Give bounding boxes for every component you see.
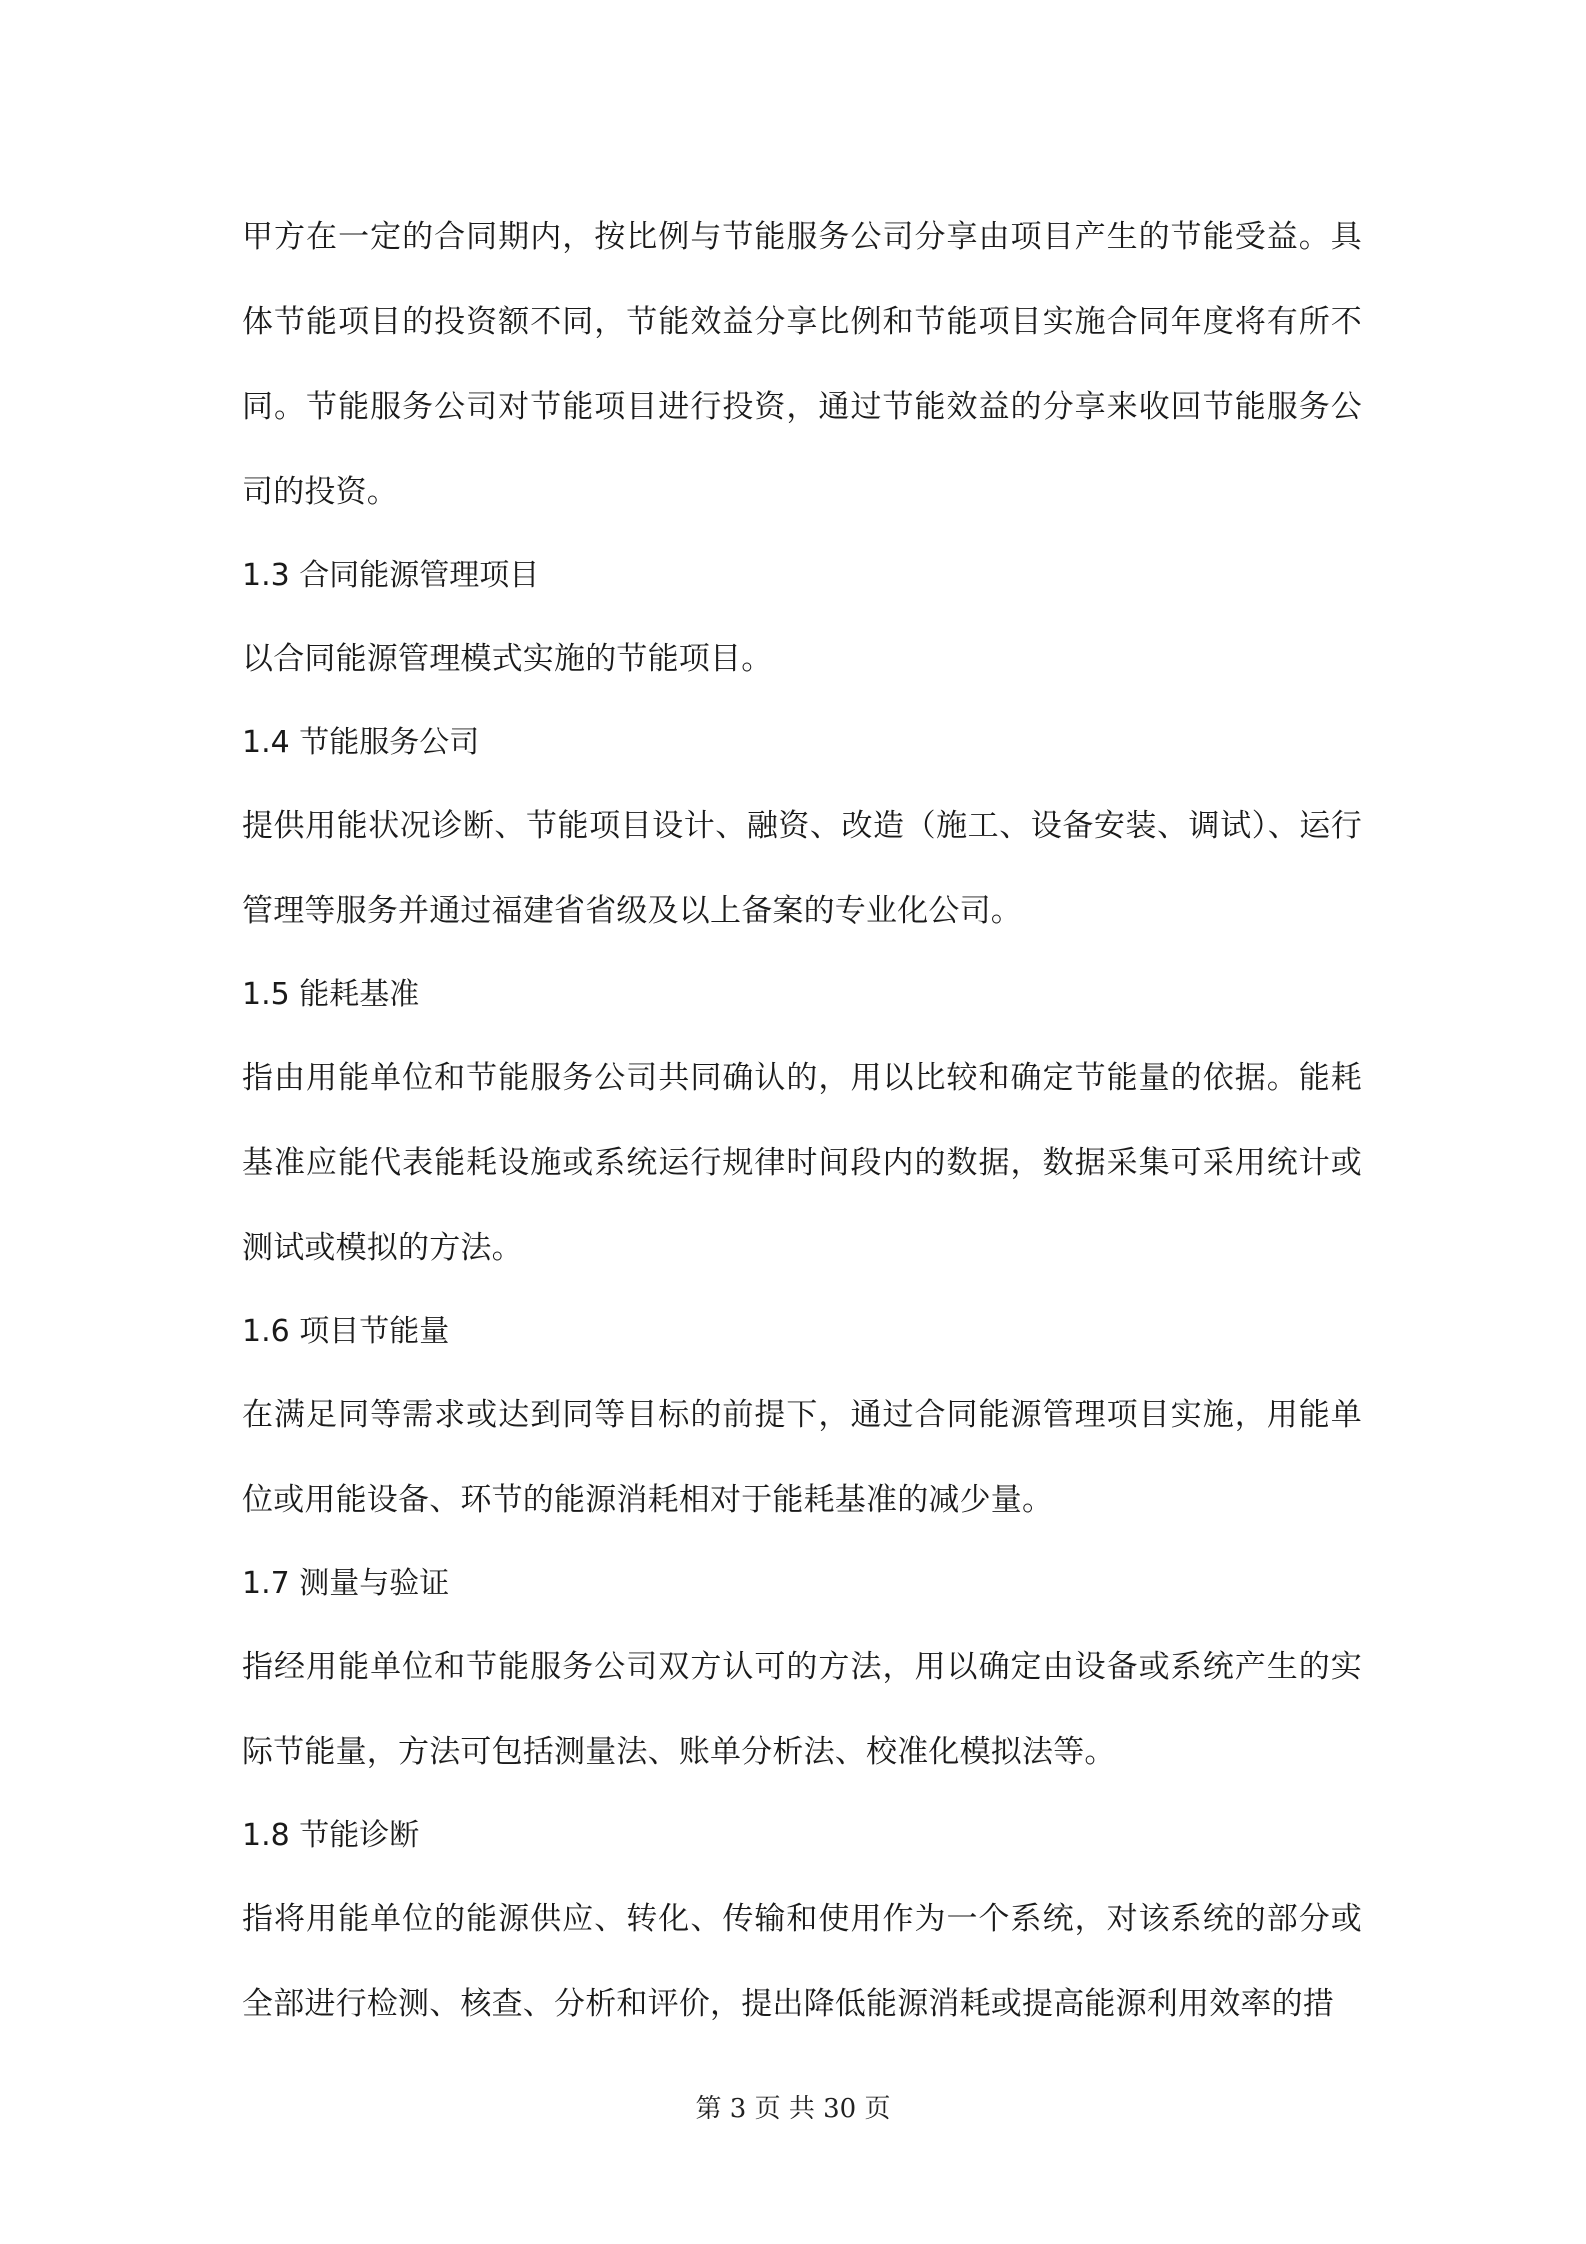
section-heading-1-6: 1.6 项目节能量 [242,1314,450,1349]
paragraph-1-5: 指由用能单位和节能服务公司共同确认的，用以比较和确定节能量的依据。能耗基准应能代表能耗设施或系统运行规律时间段内的数据，数据采集可采用统计或测试或模拟的方法。 [242,1060,1362,1266]
paragraph-1-4: 提供用能状况诊断、节能项目设计、融资、改造（施工、设备安装、调试）、运行管理等服务并通过福建省省级及以上备案的专业化公司。 [242,808,1362,929]
section-heading-1-3: 1.3 合同能源管理项目 [242,558,540,593]
section-heading-1-8: 1.8 节能诊断 [242,1818,420,1853]
paragraph-1-7: 指经用能单位和节能服务公司双方认可的方法，用以确定由设备或系统产生的实际节能量，方法可包括测量法、账单分析法、校准化模拟法等。 [242,1649,1362,1770]
section-heading-1-5: 1.5 能耗基准 [242,977,420,1012]
paragraph-1-8: 指将用能单位的能源供应、转化、传输和使用作为一个系统，对该系统的部分或全部进行检测、核查、分析和评价，提出降低能源消耗或提高能源利用效率的措 [242,1901,1362,2022]
paragraph-shared-savings: 甲方在一定的合同期内，按比例与节能服务公司分享由项目产生的节能受益。具体节能项目的投资额不同，节能效益分享比例和节能项目实施合同年度将有所不同。节能服务公司对节能项目进行投资，通过节能效益的分享来收回节能服务公司的投资。 [242,219,1362,510]
paragraph-1-3: 以合同能源管理模式实施的节能项目。 [242,641,773,677]
document-body [242,195,1362,2047]
page-number-footer: 第 3 页 共 30 页 [695,2094,891,2124]
section-heading-1-4: 1.4 节能服务公司 [242,725,480,760]
paragraph-1-6: 在满足同等需求或达到同等目标的前提下，通过合同能源管理项目实施，用能单位或用能设备、环节的能源消耗相对于能耗基准的减少量。 [242,1397,1362,1518]
section-heading-1-7: 1.7 测量与验证 [242,1566,450,1601]
